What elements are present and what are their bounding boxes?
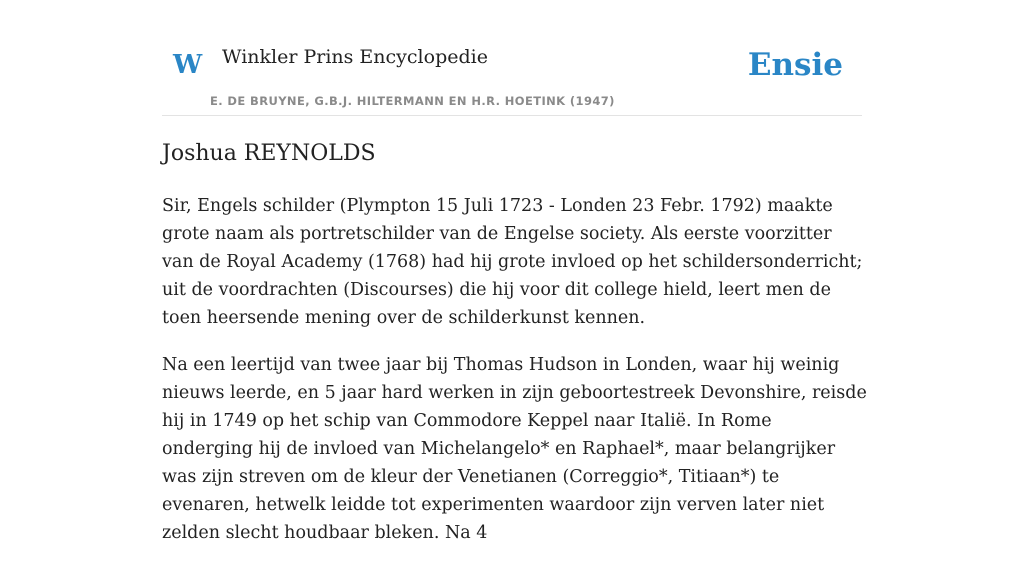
site-header: [162, 0, 862, 116]
site-logo-icon[interactable]: W: [173, 50, 203, 80]
site-title[interactable]: Winkler Prins Encyclopedie: [222, 46, 488, 68]
article-title: Joshua REYNOLDS: [162, 141, 376, 166]
authors-byline: E. DE BRUYNE, G.B.J. HILTERMANN EN H.R. HOETINK (1947): [210, 94, 615, 108]
article-paragraph: Sir, Engels schilder (Plympton 15 Juli 1723 - Londen 23 Febr. 1792) maakte grote naam als portretschilder van de Engelse society. Als eerste voorzitter van de Royal Academy (1768) had hij grote invloed op het schildersonderricht; uit de voordrachten (Discourses) die hij voor dit college hield, leert men de toen heersende mening over de schilderkunst kennen.: [162, 196, 863, 328]
article-paragraph: Na een leertijd van twee jaar bij Thomas Hudson in Londen, waar hij weinig nieuws leerde, en 5 jaar hard werken in zijn geboortestreek Devonshire, reisde hij in 1749 op het schip van Commodore Keppel naar Italië. In Rome onderging hij de invloed van Michelangelo* en Raphael*, maar belangrijker was zijn streven om de kleur der Venetianen (Correggio*, Titiaan*) te evenaren, hetwelk leidde tot experimenten waardoor zijn verven later niet zelden slecht houdbaar bleken. Na 4: [162, 355, 867, 543]
article-body: [162, 192, 867, 566]
brand-logo[interactable]: Ensie: [747, 47, 843, 83]
